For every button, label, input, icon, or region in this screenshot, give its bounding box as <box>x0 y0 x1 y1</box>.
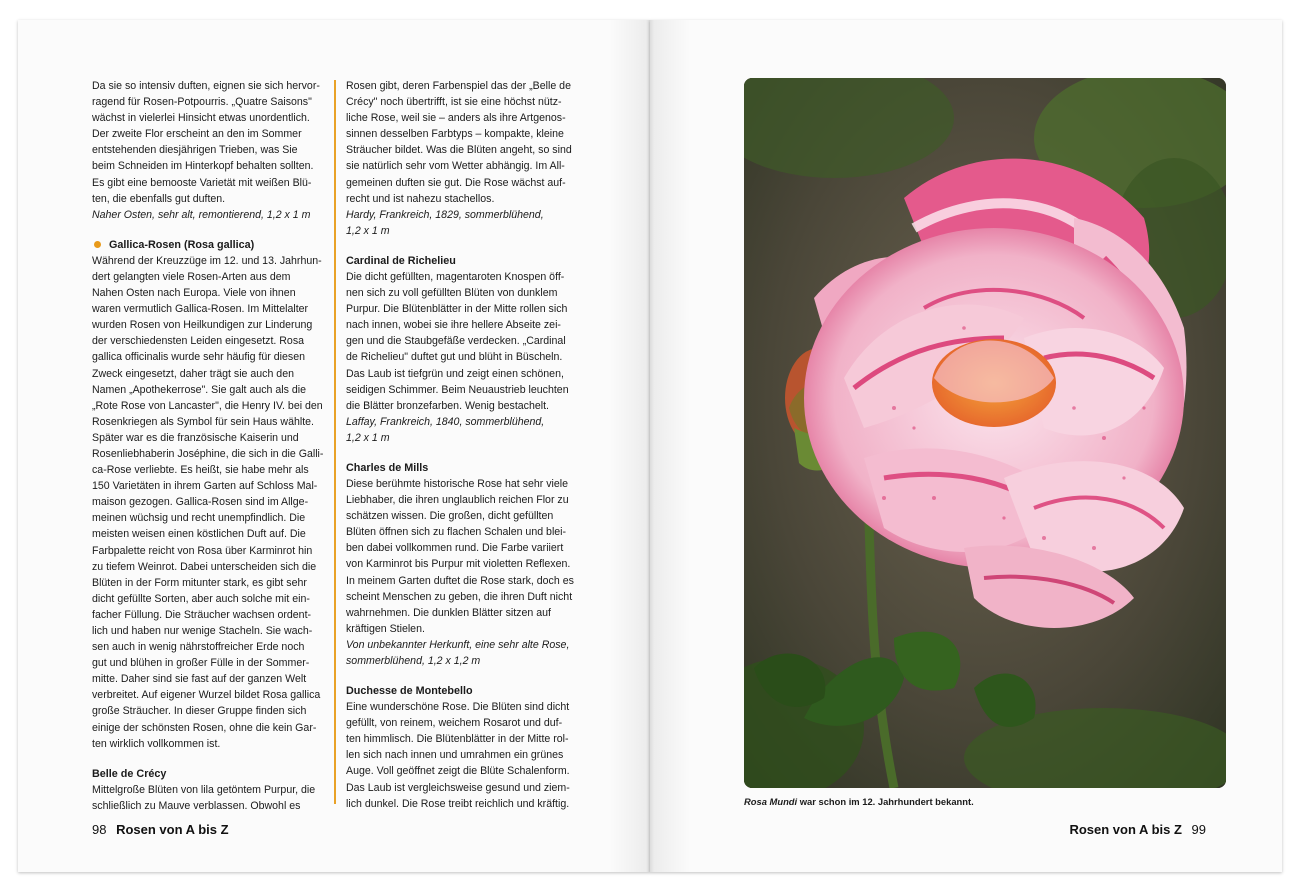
rose-meta: sommerblühend, 1,2 x 1,2 m <box>346 655 481 667</box>
text-column-2 <box>346 78 578 812</box>
text-line: ben dabei vollkommen rund. Die Farbe variiert <box>346 542 564 555</box>
left-page <box>18 20 650 872</box>
text-line: Nahen Osten nach Europa. Viele von ihnen <box>92 287 296 300</box>
text-line: kräftigen Stielen. <box>346 622 425 635</box>
text-line: lich dunkel. Die Rose treibt reichlich und kräftig. <box>346 797 570 810</box>
text-line: entstehenden diesjährigen Trieben, was Sie <box>92 144 298 157</box>
text-line: ten himmlisch. Die Blütenblätter in der Mitte rol- <box>346 733 569 746</box>
book-spread <box>18 20 1282 872</box>
text-line: von Karminrot bis Purpur mit violetten Reflexen. <box>346 558 571 571</box>
intro-paragraph <box>92 78 324 223</box>
rose-meta: Hardy, Frankreich, 1829, sommerblühend, <box>346 208 544 221</box>
text-line: beim Schneiden im Hinterkopf behalten sollten. <box>92 160 314 173</box>
rose-meta: 1,2 x 1 m <box>346 224 390 237</box>
rose-meta: Von unbekannter Herkunft, eine sehr alte Rose, <box>346 638 570 651</box>
text-line: gen und die Staubgefäße verdecken. „Cardinal <box>346 335 566 348</box>
text-line: gut und blühen in großer Fülle in der Sommer- <box>92 657 310 670</box>
text-line: dert gelangten viele Rosen-Arten aus dem <box>92 270 291 283</box>
text-line: einige der schönsten Rosen, ohne die kein Gar- <box>92 721 317 734</box>
rose-heading: Charles de Mills <box>346 461 429 474</box>
text-line: zu tiefem Weinrot. Dabei unterscheiden sich die <box>92 560 317 573</box>
rose-heading: Cardinal de Richelieu <box>346 254 456 267</box>
text-line: sie natürlich sehr vom Wetter abhängig. Im All- <box>346 160 565 173</box>
section-heading <box>92 237 324 253</box>
text-line: gallica officinalis wurde sehr häufig für diesen <box>92 351 305 364</box>
text-line: die Blätter bronzefarben. Wenig bestachelt. <box>346 399 549 412</box>
rose-meta: Laffay, Frankreich, 1840, sommerblühend, <box>346 415 545 428</box>
page-footer-right <box>1069 822 1206 837</box>
text-line: liche Rose, weil sie – anders als ihre Artgenos- <box>346 112 566 125</box>
text-line: de Richelieu" duftet gut und blüht in Büscheln. <box>346 351 563 364</box>
text-line: der verschiedensten Leiden eingesetzt. Rosa <box>92 335 305 348</box>
gallica-paragraph <box>92 253 324 752</box>
text-line: facher Füllung. Die Sträucher wachsen ordent- <box>92 608 312 621</box>
text-line: wurden Rosen von Heilkundigen zur Linderung <box>92 319 313 332</box>
text-line: schließlich zu Mauve verblassen. Obwohl es <box>92 799 301 812</box>
text-line: Mittelgroße Blüten von lila getöntem Purpur, die <box>92 783 316 796</box>
text-line: Farbpalette reicht von Rosa über Karminrot hin <box>92 544 313 557</box>
text-column-1 <box>92 78 324 814</box>
text-line: Eine wunderschöne Rose. Die Blüten sind dicht <box>346 701 570 714</box>
text-line: sinnen desselben Farbtyps – kompakte, kleine <box>346 128 564 141</box>
text-line: Blüten in der Form mitunter stark, es gibt sehr <box>92 576 307 589</box>
rosa-mundi-illustration <box>744 78 1226 788</box>
text-line: verbreitet. Auf eigener Wurzel bildet Rosa gallica <box>92 689 321 702</box>
text-line: maison gezogen. Gallica-Rosen sind im Allge- <box>92 496 309 509</box>
text-line: Später war es die französische Kaiserin und <box>92 431 299 444</box>
text-line: Rosenliebhaberin Joséphine, die sich in die Galli- <box>92 447 324 460</box>
text-line: scheint Menschen zu geben, die ihren Duft nicht <box>346 590 573 603</box>
text-line: ragend für Rosen-Potpourris. „Quatre Saisons" <box>92 96 312 109</box>
text-line: „Rote Rose von Lancaster", die Henry IV. bei den <box>92 399 323 412</box>
caption-rose-name: Rosa Mundi <box>744 796 798 807</box>
text-line: Zweck eingesetzt, daher trägt sie auch den <box>92 367 294 380</box>
belle-continued <box>346 78 578 239</box>
text-line: Das Laub ist vergleichsweise gesund und ziem- <box>346 781 570 794</box>
text-line: Namen „Apothekerrose". Sie galt auch als die <box>92 383 306 396</box>
photo-caption <box>744 796 974 807</box>
text-line: Sträucher bildet. Was die Blüten angeht, so sind <box>346 144 572 157</box>
rose-heading: Belle de Crécy <box>92 767 167 780</box>
text-line: nen sich zu voll gefüllten Blüten von dunklem <box>346 287 558 300</box>
text-line: In meinem Garten duftet die Rose stark, doch es <box>346 574 574 587</box>
text-line: waren vermutlich Gallica-Rosen. Im Mittelalter <box>92 303 309 316</box>
text-line: wahrnehmen. Die dunklen Blätter sitzen auf <box>346 606 551 619</box>
page-number: 98 <box>92 822 107 837</box>
text-line: gemeinen duften sie gut. Die Rose wächst auf- <box>346 176 566 189</box>
caption-text: war schon im 12. Jahrhundert bekannt. <box>797 796 974 807</box>
text-line: sen auch in wenig nährstoffreicher Erde noch <box>92 641 305 654</box>
text-line: recht und ist nahezu stachellos. <box>346 192 495 205</box>
running-title: Rosen von A bis Z <box>1069 822 1182 837</box>
text-line: meinen wüchsig und recht unempfindlich. Die <box>92 512 306 525</box>
text-line: Das Laub ist tiefgrün und zeigt einen schönen, <box>346 367 564 380</box>
text-line: ca-Rose verliebte. Es heißt, sie habe mehr als <box>92 464 309 477</box>
text-line: wächst in vielerlei Hinsicht etwas unordentlich. <box>92 112 310 125</box>
rose-photo <box>744 78 1226 788</box>
text-line: Diese berühmte historische Rose hat sehr viele <box>346 477 568 490</box>
bullet-icon <box>94 241 101 248</box>
text-line: Die dicht gefüllten, magentaroten Knospen öff- <box>346 270 565 283</box>
section-heading-label: Gallica-Rosen (Rosa gallica) <box>109 238 255 251</box>
rose-heading: Duchesse de Montebello <box>346 685 473 698</box>
montebello-paragraph <box>346 699 578 812</box>
text-line: ten, die ebenfalls gut duften. <box>92 192 226 205</box>
text-line: gefüllt, von reinem, weichem Rosarot und duf- <box>346 717 563 730</box>
text-line: dicht gefüllte Sorten, aber auch solche mit ein- <box>92 592 310 605</box>
text-line: Während der Kreuzzüge im 12. und 13. Jahrhun- <box>92 254 322 267</box>
text-line: nach innen, wobei sie ihre hellere Abseite zei- <box>346 319 561 332</box>
text-line: Auge. Voll geöffnet zeigt die Blüte Schalenform. <box>346 765 570 778</box>
text-line: meisten weisen einen köstlichen Duft auf. Die <box>92 528 306 541</box>
text-line: Purpur. Die Blütenblätter in der Mitte rollen sich <box>346 303 568 316</box>
text-line: Rosenkriegen als Symbol für sein Haus wählte. <box>92 415 314 428</box>
text-line: große Sträucher. In dieser Gruppe finden sich <box>92 705 307 718</box>
column-divider <box>334 80 336 804</box>
page-number: 99 <box>1191 822 1206 837</box>
text-line: Da sie so intensiv duften, eignen sie sich hervor- <box>92 80 320 92</box>
text-line: len sich nach innen und umrahmen ein grünes <box>346 749 564 762</box>
belle-paragraph <box>92 782 324 814</box>
text-line: ten wirklich vollkommen ist. <box>92 737 221 750</box>
rose-meta: 1,2 x 1 m <box>346 431 390 444</box>
book-gutter <box>610 20 690 872</box>
text-line: mitte. Daher sind sie fast auf der ganzen Welt <box>92 673 307 686</box>
richelieu-paragraph <box>346 269 578 446</box>
text-line: schätzen wissen. Die großen, dicht gefüllten <box>346 510 554 523</box>
text-line: lich und haben nur wenige Stacheln. Sie wach- <box>92 625 313 637</box>
text-line: Rosen gibt, deren Farbenspiel das der „Belle de <box>346 80 571 92</box>
text-line: Blüten öffnen sich zu flachen Schalen und blei- <box>346 526 567 539</box>
rose-meta: Naher Osten, sehr alt, remontierend, 1,2 x 1 m <box>92 208 311 221</box>
text-line: Es gibt eine bemooste Varietät mit weißen Blü- <box>92 176 312 189</box>
text-line: 150 Varietäten in ihrem Garten auf Schloss Mal- <box>92 480 318 493</box>
running-title: Rosen von A bis Z <box>116 822 229 837</box>
text-line: Crécy" noch übertrifft, ist sie eine höchst nütz- <box>346 96 562 109</box>
right-page <box>650 20 1282 872</box>
text-line: seidigen Schimmer. Beim Neuaustrieb leuchten <box>346 383 569 396</box>
text-line: Der zweite Flor erscheint an den im Sommer <box>92 128 302 141</box>
mills-paragraph <box>346 476 578 669</box>
text-line: Liebhaber, die ihren unglaublich reichen Flor zu <box>346 494 569 507</box>
page-footer-left <box>92 822 229 837</box>
